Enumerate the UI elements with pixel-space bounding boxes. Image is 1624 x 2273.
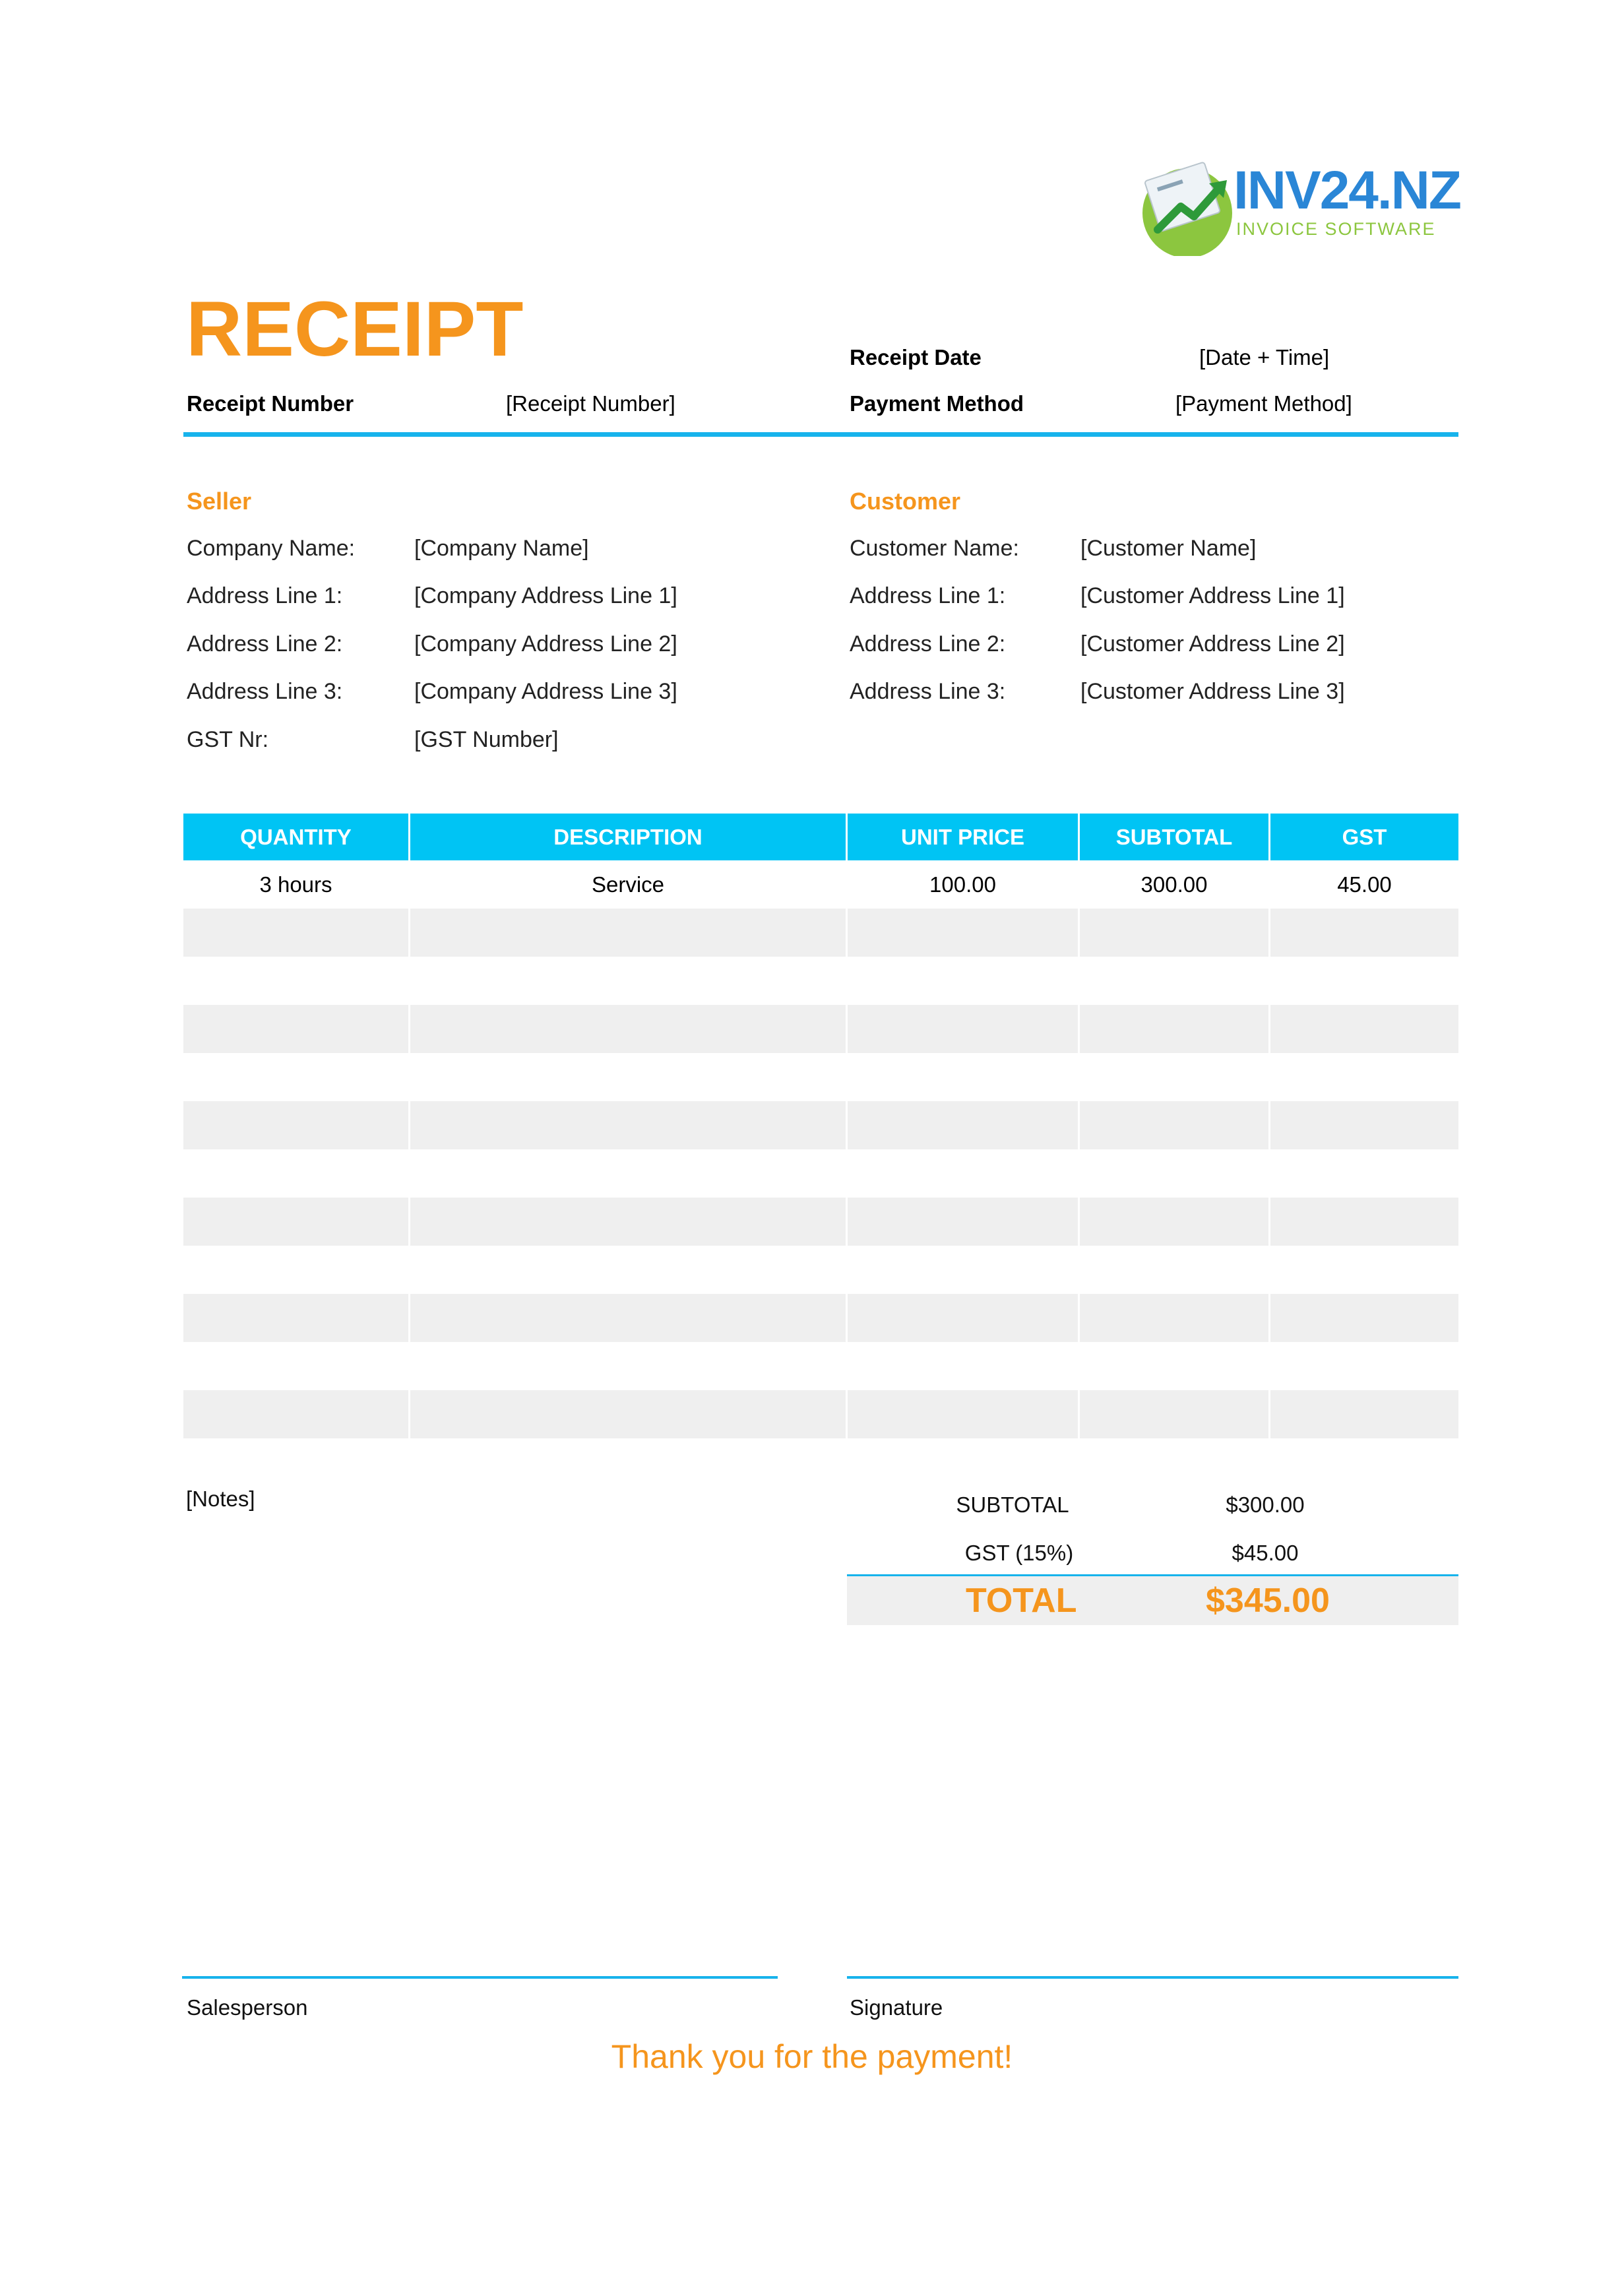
salesperson-line — [182, 1976, 778, 1979]
cell-quantity — [183, 1101, 410, 1149]
gst-label: GST (15%) — [964, 1541, 1074, 1565]
cell-description — [410, 1342, 848, 1390]
cell-unit-price — [848, 957, 1080, 1005]
signature-line — [847, 1976, 1458, 1979]
cell-unit-price — [848, 1342, 1080, 1390]
cell-quantity — [183, 1246, 410, 1294]
receipt-date-label: Receipt Date — [850, 345, 982, 369]
cell-description — [410, 1149, 848, 1198]
cell-quantity — [183, 1294, 410, 1342]
customer-field-label: Customer Name: — [850, 536, 1019, 561]
seller-field-label: Address Line 3: — [187, 679, 343, 704]
customer-field-label: Address Line 3: — [850, 679, 1006, 704]
cell-quantity — [183, 1390, 410, 1438]
cell-quantity — [183, 909, 410, 957]
seller-field-label: Company Name: — [187, 536, 356, 561]
gst-value: $45.00 — [1232, 1541, 1299, 1565]
cell-subtotal — [1080, 1053, 1270, 1101]
cell-gst — [1270, 1053, 1458, 1101]
column-header-quantity: QUANTITY — [183, 814, 410, 860]
table-row — [183, 1390, 1458, 1438]
cell-gst — [1270, 1342, 1458, 1390]
cell-subtotal — [1080, 1342, 1270, 1390]
total-value: $345.00 — [1206, 1582, 1330, 1620]
cell-gst — [1270, 1149, 1458, 1198]
seller-field-value: [GST Number] — [414, 727, 559, 752]
table-row — [183, 957, 1458, 1005]
cell-description — [410, 1246, 848, 1294]
logo-graphic-icon — [1131, 150, 1243, 256]
table-row — [183, 860, 1458, 909]
cell-quantity — [183, 1053, 410, 1101]
cell-description — [410, 909, 848, 957]
logo-name: INV24.NZ — [1234, 160, 1460, 220]
receipt-number-label: Receipt Number — [187, 391, 354, 416]
column-header-description: DESCRIPTION — [410, 814, 848, 860]
table-body — [183, 860, 1458, 1438]
cell-subtotal — [1080, 1246, 1270, 1294]
cell-unit-price — [848, 1294, 1080, 1342]
table-row — [183, 1005, 1458, 1053]
seller-field-value: [Company Address Line 1] — [414, 583, 677, 608]
cell-unit-price — [848, 909, 1080, 957]
customer-field-value: [Customer Name] — [1080, 536, 1257, 561]
cell-gst — [1270, 1005, 1458, 1053]
table-row — [183, 1101, 1458, 1149]
payment-method-value: [Payment Method] — [1175, 391, 1352, 416]
cell-quantity — [183, 1342, 410, 1390]
cell-quantity — [183, 957, 410, 1005]
table-row — [183, 909, 1458, 957]
cell-unit-price — [848, 1005, 1080, 1053]
table-row — [183, 1294, 1458, 1342]
header-divider — [183, 432, 1458, 437]
cell-gst — [1270, 1294, 1458, 1342]
seller-field-value: [Company Name] — [414, 536, 589, 561]
customer-field-value: [Customer Address Line 2] — [1080, 631, 1345, 656]
signature-label: Signature — [850, 1995, 943, 2020]
cell-gst — [1270, 909, 1458, 957]
cell-quantity: 3 hours — [183, 860, 410, 909]
salesperson-label: Salesperson — [187, 1995, 308, 2020]
cell-description — [410, 1005, 848, 1053]
cell-description: Service — [410, 860, 848, 909]
seller-field-value: [Company Address Line 3] — [414, 679, 677, 704]
cell-gst: 45.00 — [1337, 872, 1392, 897]
cell-gst — [1270, 1390, 1458, 1438]
cell-subtotal — [1080, 1101, 1270, 1149]
customer-field-label: Address Line 1: — [850, 583, 1006, 608]
cell-description — [410, 1294, 848, 1342]
seller-field-value: [Company Address Line 2] — [414, 631, 677, 656]
cell-unit-price — [848, 1101, 1080, 1149]
notes-text: [Notes] — [186, 1487, 255, 1511]
table-row — [183, 1149, 1458, 1198]
cell-subtotal — [1080, 1198, 1270, 1246]
customer-field-label: Address Line 2: — [850, 631, 1006, 656]
total-row — [847, 1576, 1458, 1625]
seller-heading: Seller — [187, 488, 252, 515]
cell-unit-price — [848, 1390, 1080, 1438]
cell-subtotal: 300.00 — [1080, 860, 1270, 909]
cell-gst — [1270, 957, 1458, 1005]
cell-subtotal — [1080, 1005, 1270, 1053]
seller-field-label: GST Nr: — [187, 727, 269, 752]
cell-unit-price: 100.00 — [848, 860, 1080, 909]
cell-description — [410, 1101, 848, 1149]
cell-gst — [1270, 1101, 1458, 1149]
table-row — [183, 1198, 1458, 1246]
receipt-date-value: [Date + Time] — [1199, 345, 1330, 369]
payment-method-label: Payment Method — [850, 391, 1024, 416]
cell-quantity — [183, 1198, 410, 1246]
receipt-number-value: [Receipt Number] — [506, 391, 675, 416]
cell-description — [410, 1198, 848, 1246]
cell-unit-price — [848, 1053, 1080, 1101]
cell-unit-price — [848, 1149, 1080, 1198]
subtotal-label: SUBTOTAL — [956, 1492, 1069, 1517]
cell-description — [410, 957, 848, 1005]
cell-quantity — [183, 1005, 410, 1053]
cell-subtotal — [1080, 1149, 1270, 1198]
table-row — [183, 1246, 1458, 1294]
seller-field-label: Address Line 2: — [187, 631, 343, 656]
subtotal-value: $300.00 — [1226, 1492, 1305, 1517]
cell-quantity — [183, 1149, 410, 1198]
page-title: RECEIPT — [186, 286, 524, 373]
seller-field-label: Address Line 1: — [187, 583, 343, 608]
cell-unit-price — [848, 1198, 1080, 1246]
cell-gst — [1270, 1198, 1458, 1246]
table-row — [183, 1342, 1458, 1390]
table-header-row — [183, 814, 1458, 860]
cell-subtotal — [1080, 1390, 1270, 1438]
customer-field-value: [Customer Address Line 3] — [1080, 679, 1345, 704]
column-header-subtotal: SUBTOTAL — [1080, 814, 1270, 860]
logo-tagline: INVOICE SOFTWARE — [1236, 219, 1436, 239]
column-header-gst: GST — [1270, 814, 1458, 860]
cell-description — [410, 1390, 848, 1438]
cell-description — [410, 1053, 848, 1101]
thank-you-message: Thank you for the payment! — [611, 2038, 1013, 2075]
customer-field-value: [Customer Address Line 1] — [1080, 583, 1345, 608]
customer-heading: Customer — [850, 488, 961, 515]
table-row — [183, 1053, 1458, 1101]
cell-subtotal — [1080, 1294, 1270, 1342]
cell-subtotal — [1080, 957, 1270, 1005]
column-header-unit-price: UNIT PRICE — [848, 814, 1080, 860]
cell-subtotal — [1080, 909, 1270, 957]
cell-unit-price — [848, 1246, 1080, 1294]
cell-gst — [1270, 1246, 1458, 1294]
total-label: TOTAL — [966, 1582, 1077, 1620]
items-table — [183, 814, 1458, 1438]
